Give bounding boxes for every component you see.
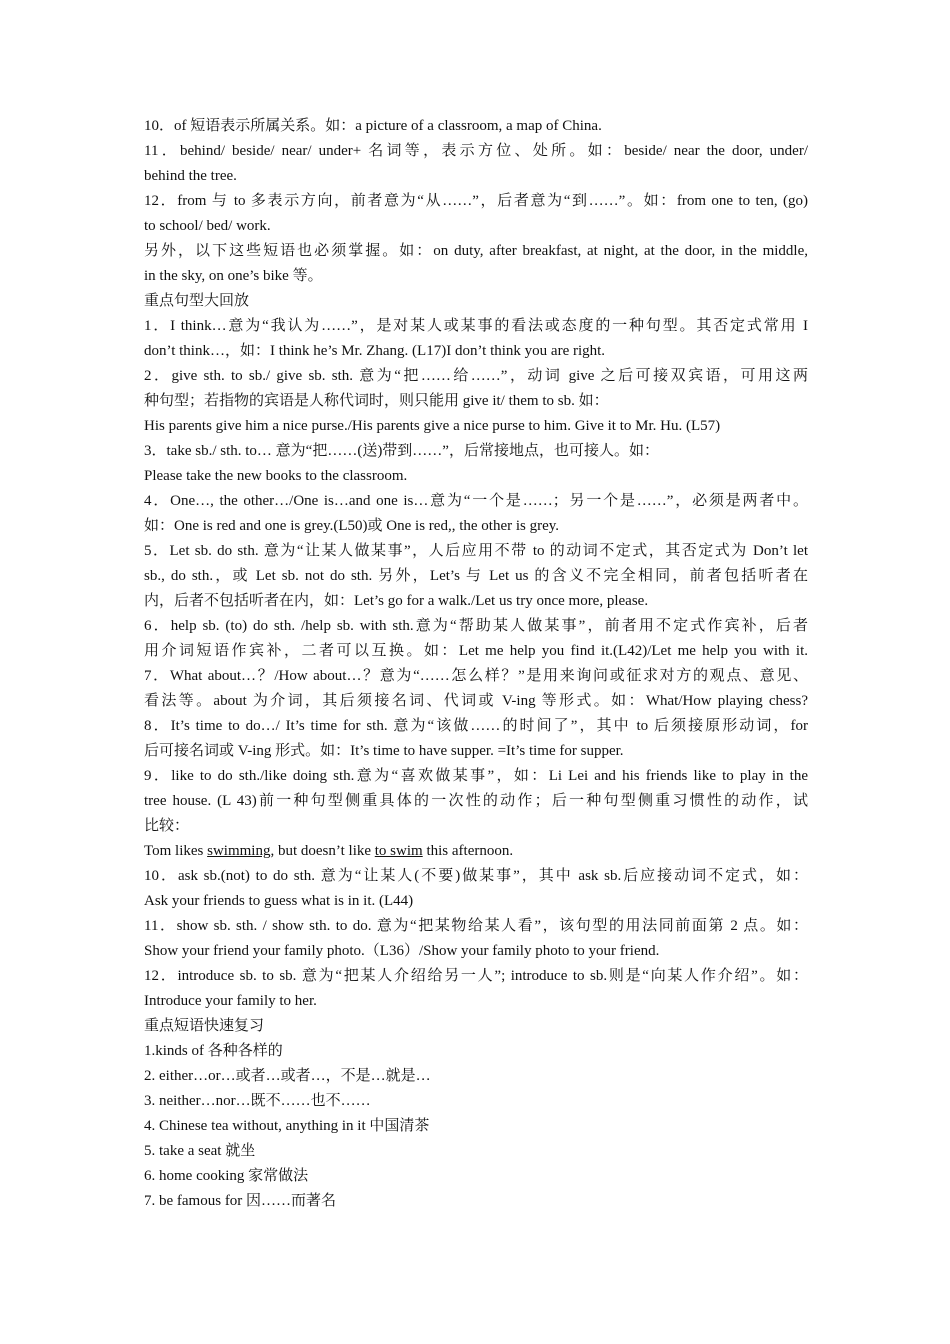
text-line: 10．ask sb.(not) to do sth. 意为“让某人(不要)做某事”，其中 ask sb.后应接动词不定式，如： — [144, 868, 808, 884]
text-line: 2. either…or…或者…或者…，不是…就是… — [144, 1068, 431, 1084]
text-line: Show your friend your family photo.（L36）/Show your family photo to your friend. — [144, 943, 660, 959]
text-line: 6. home cooking 家常做法 — [144, 1168, 309, 1184]
text-line: don’t think…，如：I think he’s Mr. Zhang. (L17)I don’t think you are right. — [144, 343, 606, 359]
text-line: Ask your friends to guess what is in it. (L44) — [144, 893, 414, 909]
text-line: 用介词短语作宾补，二者可以互换。如：Let me help you find it.(L42)/Let me help you with it. — [144, 643, 808, 659]
text-line: 种句型；若指物的宾语是人称代词时，则只能用 give it/ them to sb. 如： — [144, 393, 609, 409]
text-line: to school/ bed/ work. — [144, 218, 271, 234]
text-line: 重点句型大回放 — [144, 293, 250, 309]
example-text: , but doesn’t like — [270, 843, 375, 859]
text-line: 12．from 与 to 多表示方向，前者意为“从……”，后者意为“到……”。如：from one to ten, (go) — [144, 193, 808, 209]
text-line: 4．One…, the other…/One is…and one is…意为“一个是……；另一个是……”，必须是两者中。 — [144, 493, 808, 509]
text-line: His parents give him a nice purse./His parents give a nice purse to him. Give it to Mr. Hu. (L57) — [144, 418, 721, 434]
text-line: sb., do sth.，或 Let sb. not do sth. 另外，Let’s 与 Let us 的含义不完全相同，前者包括听者在 — [144, 568, 808, 584]
text-line: 如：One is red and one is grey.(L50)或 One is red,, the other is grey. — [144, 518, 560, 534]
text-line: Please take the new books to the classroom. — [144, 468, 408, 484]
text-line: 8．It’s time to do…/ It’s time for sth. 意为“该做……的时间了”，其中 to 后须接原形动词，for — [144, 718, 808, 734]
text-line: 1．I think…意为“我认为……”，是对某人或某事的看法或态度的一种句型。其否定式常用 I — [144, 318, 808, 334]
text-line: 5．Let sb. do sth. 意为“让某人做某事”，人后应用不带 to 的动词不定式，其否定式为 Don’t let — [144, 543, 808, 559]
text-line: 3. neither…nor…既不……也不…… — [144, 1093, 371, 1109]
text-line: 6．help sb. (to) do sth. /help sb. with sth.意为“帮助某人做某事”，前者用不定式作宾补，后者 — [144, 618, 808, 634]
text-line: 2．give sth. to sb./ give sb. sth. 意为“把……给……”，动词 give 之后可接双宾语，可用这两 — [144, 368, 808, 384]
text-line: 11．behind/ beside/ near/ under+ 名词等，表示方位、处所。如：beside/ near the door, under/ — [144, 143, 808, 159]
text-line: 5. take a seat 就坐 — [144, 1143, 256, 1159]
text-line: tree house. (L 43)前一种句型侧重具体的一次性的动作；后一种句型侧重习惯性的动作，试 — [144, 793, 808, 809]
text-line: in the sky, on one’s bike 等。 — [144, 268, 323, 284]
text-line: 7. be famous for 因……而著名 — [144, 1193, 337, 1209]
example-line — [144, 839, 808, 864]
text-line: 4. Chinese tea without, anything in it 中国清茶 — [144, 1118, 430, 1134]
text-line: 重点短语快速复习 — [144, 1018, 265, 1034]
text-line: 另外，以下这些短语也必须掌握。如：on duty, after breakfast, at night, at the door, in the middle, — [144, 243, 808, 259]
document-page — [144, 114, 808, 1214]
text-line: 内，后者不包括听者在内，如：Let’s go for a walk./Let us try once more, please. — [144, 593, 649, 609]
underlined-term: swimming — [207, 843, 271, 859]
text-line: 3．take sb./ sth. to… 意为“把……(送)带到……”，后常接地点，也可接人。如： — [144, 443, 659, 459]
text-line: 7．What about…？/How about…？意为“……怎么样？”是用来询问或征求对方的观点、意见、 — [144, 668, 808, 684]
text-line: 11．show sb. sth. / show sth. to do. 意为“把某物给某人看”，该句型的用法同前面第 2 点。如： — [144, 918, 808, 934]
text-line: 1.kinds of 各种各样的 — [144, 1043, 283, 1059]
text-line: behind the tree. — [144, 168, 237, 184]
text-line: 9．like to do sth./like doing sth.意为“喜欢做某事”，如：Li Lei and his friends like to play in the — [144, 768, 808, 784]
example-text: this afternoon. — [422, 843, 514, 859]
text-line: 看法等。about 为介词，其后须接名词、代词或 V-ing 等形式。如：What/How playing chess? — [144, 693, 808, 709]
underlined-term: to swim — [374, 843, 423, 859]
text-line: Introduce your family to her. — [144, 993, 317, 1009]
text-line: 10．of 短语表示所属关系。如：a picture of a classroom, a map of China. — [144, 118, 602, 134]
text-line: 比较： — [144, 818, 190, 834]
example-text: Tom likes — [144, 843, 208, 859]
text-line: 后可接名词或 V-ing 形式。如：It’s time to have supper. =It’s time for supper. — [144, 743, 624, 759]
text-line: 12．introduce sb. to sb. 意为“把某人介绍给另一人”; introduce to sb.则是“向某人作介绍”。如： — [144, 968, 808, 984]
